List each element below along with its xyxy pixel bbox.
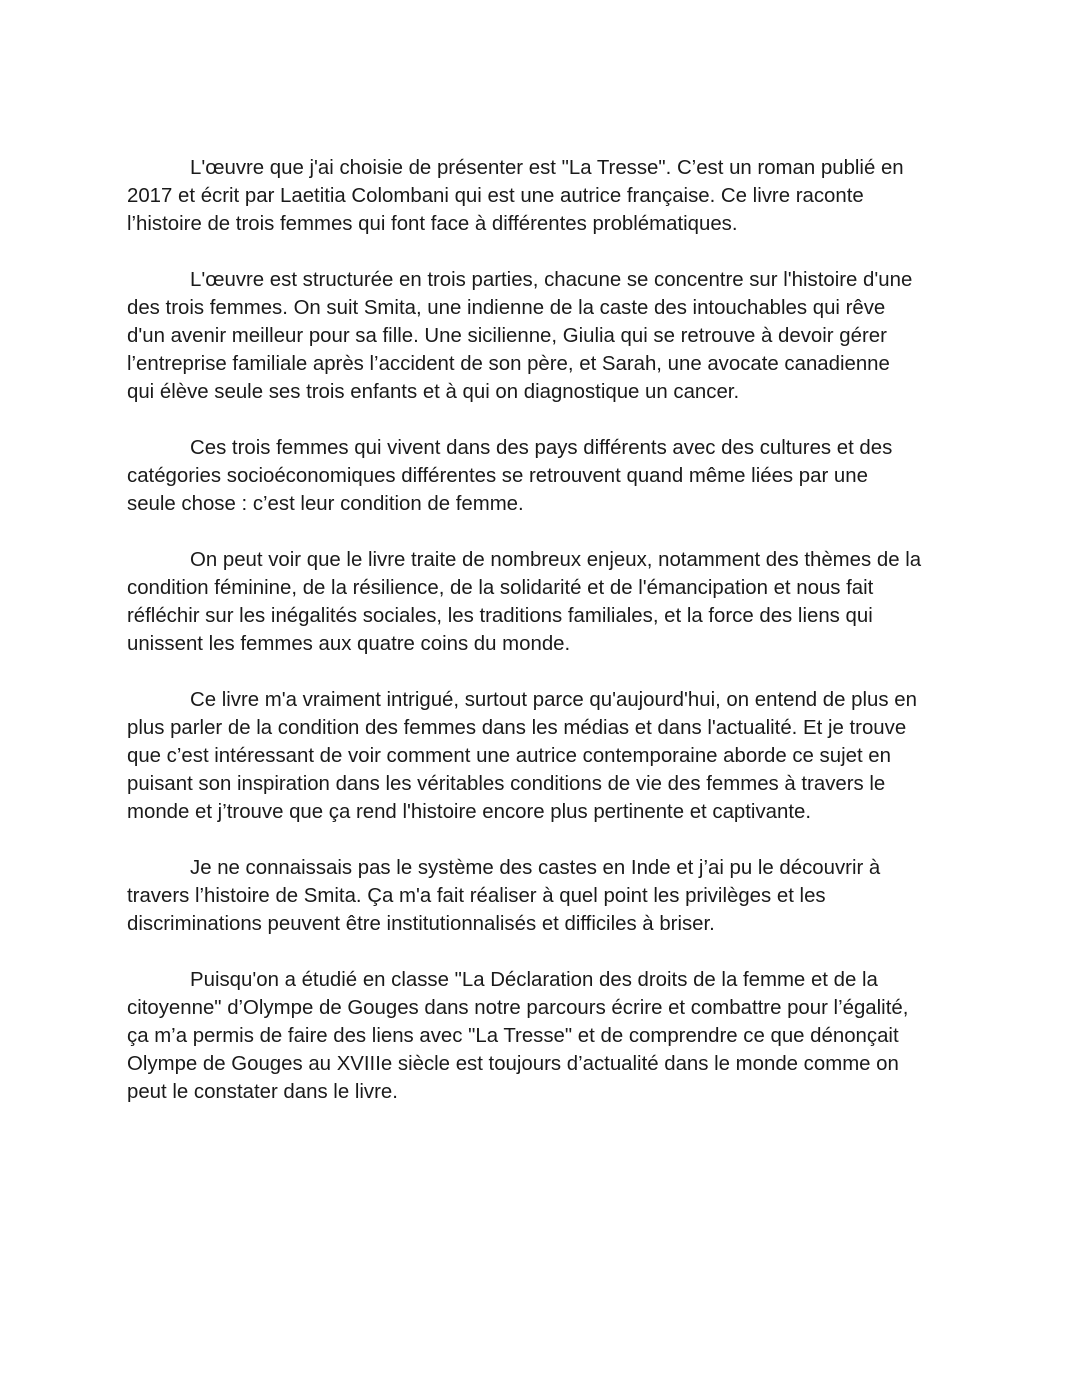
paragraph-structure: L'œuvre est structurée en trois parties, chacune se concentre sur l'histoire d'une des trois femmes. On suit Smita, une indienne de la caste des intouchables qui rêve d'un avenir meilleur pour sa fille. Une sicilienne, Giulia qui se retrouve à devoir gérer l’entreprise familiale après l’accident de son père, et Sarah, une avocate canadienne qui élève seule ses trois enfants et à qui on diagnostique un cancer. xyxy=(127,269,913,403)
paragraph-opinion: Ce livre m'a vraiment intrigué, surtout parce qu'aujourd'hui, on entend de plus en plus parler de la condition des femmes dans les médias et dans l'actualité. Et je trouve que c’est intéressant de voir comment une autrice contemporaine aborde ce sujet en puisant son inspiration dans les véritables conditions de vie des femmes à travers le monde et j’trouve que ça rend l'histoire encore plus pertinente et captivante. xyxy=(127,689,917,823)
paragraph-castes: Je ne connaissais pas le système des castes en Inde et j’ai pu le découvrir à travers l’histoire de Smita. Ça m'a fait réaliser à quel point les privilèges et les discriminations peuvent être institutionnalisés et difficiles à briser. xyxy=(127,857,881,935)
paragraph-intro: L'œuvre que j'ai choisie de présenter est "La Tresse". C’est un roman publié en 2017 et écrit par Laetitia Colombani qui est une autrice française. Ce livre raconte l’histoire de trois femmes qui font face à différentes problématiques. xyxy=(127,157,904,235)
paragraph-condition: Ces trois femmes qui vivent dans des pays différents avec des cultures et des catégories socioéconomiques différentes se retrouvent quand même liées par une seule chose : c’est leur condition de femme. xyxy=(127,437,893,515)
document-body xyxy=(127,154,967,1134)
paragraph-themes: On peut voir que le livre traite de nombreux enjeux, notamment des thèmes de la condition féminine, de la résilience, de la solidarité et de l'émancipation et nous fait réfléchir sur les inégalités sociales, les traditions familiales, et la force des liens qui unissent les femmes aux quatre coins du monde. xyxy=(127,549,922,655)
paragraph-olympe: Puisqu'on a étudié en classe "La Déclaration des droits de la femme et de la citoyenne" d’Olympe de Gouges dans notre parcours écrire et combattre pour l’égalité, ça m’a permis de faire des liens avec "La Tresse" et de comprendre ce que dénonçait Olympe de Gouges au XVIIIe siècle est toujours d’actualité dans le monde comme on peut le constater dans le livre. xyxy=(127,969,909,1103)
